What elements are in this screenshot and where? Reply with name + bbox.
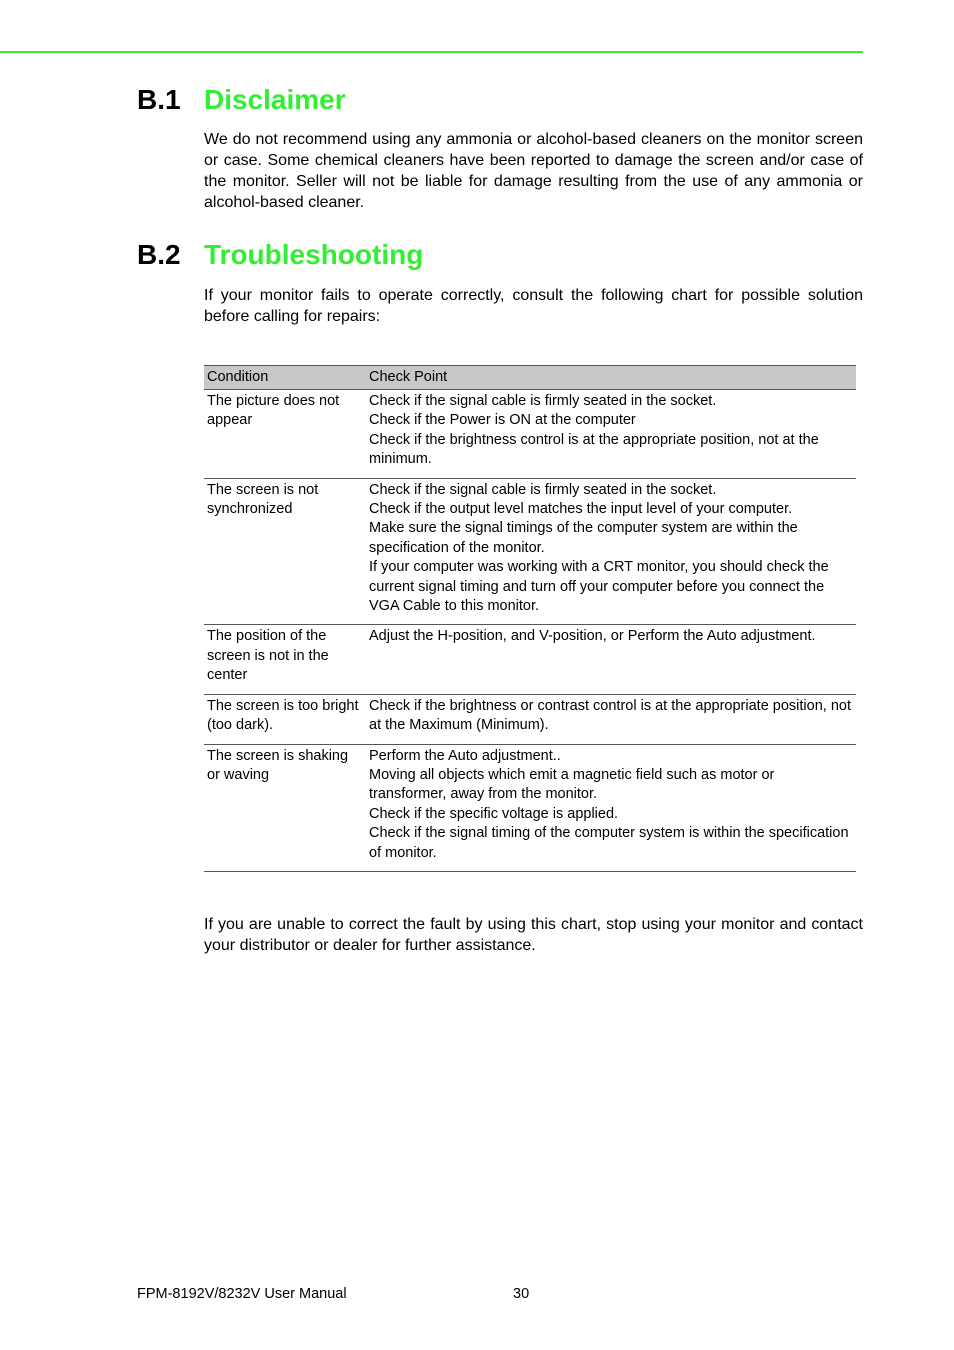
check-point-line: Perform the Auto adjustment.. — [369, 747, 561, 764]
check-point-line: Adjust the H-position, and V-position, or Perform the Auto adjustment. — [369, 628, 816, 645]
check-point-line: Check if the signal timing of the computer system is within the specification of monitor. — [369, 825, 849, 861]
troubleshooting-table — [204, 365, 856, 872]
check-point-line: Check if the brightness or contrast control is at the appropriate position, not at the Maximum (Minimum). — [369, 697, 851, 734]
table-header-row — [204, 366, 856, 390]
check-point-line: Check if the signal cable is firmly seated in the socket. — [369, 393, 717, 409]
column-header-check-point: Check Point — [363, 366, 856, 390]
check-point-cell — [363, 390, 856, 479]
footer-page-number: 30 — [513, 1286, 530, 1302]
section-number: B.2 — [137, 239, 181, 270]
condition-cell: The screen is not synchronized — [204, 478, 363, 625]
closing-paragraph: If you are unable to correct the fault by using this chart, stop using your monitor and contact your distributor or dealer for further assistance. — [204, 916, 863, 954]
table-row — [204, 694, 856, 744]
table-row — [204, 744, 856, 871]
table-row — [204, 390, 856, 479]
check-point-line: Moving all objects which emit a magnetic field such as motor or transformer, away from the monitor. — [369, 766, 775, 803]
table-row — [204, 625, 856, 694]
condition-cell: The picture does not appear — [204, 390, 363, 479]
section-title: Disclaimer — [204, 84, 346, 115]
condition-cell: The position of the screen is not in the center — [204, 625, 363, 694]
section-number: B.1 — [137, 84, 181, 115]
check-point-cell — [363, 744, 856, 871]
condition-cell: The screen is too bright (too dark). — [204, 694, 363, 744]
check-point-line: Check if the specific voltage is applied. — [369, 805, 619, 822]
check-point-line: Check if the signal cable is firmly seated in the socket. — [369, 481, 717, 498]
check-point-cell — [363, 625, 856, 694]
check-point-line: Check if the Power is ON at the computer — [369, 412, 636, 429]
top-rule — [0, 51, 863, 53]
column-header-condition: Condition — [204, 366, 363, 390]
troubleshooting-intro: If your monitor fails to operate correctly, consult the following chart for possible solution before calling for repairs: — [204, 287, 863, 325]
check-point-line: If your computer was working with a CRT monitor, you should check the current signal timing and turn off your computer before you connect the VGA Cable to this monitor. — [369, 559, 829, 615]
disclaimer-paragraph: We do not recommend using any ammonia or alcohol-based cleaners on the monitor screen or case. Some chemical cleaners have been reported to damage the screen and/or case of the monitor. Seller will not be liable for damage resulting from the use of any ammonia or alcohol-based cleaner. — [204, 131, 863, 211]
check-point-cell — [363, 478, 856, 625]
table-row — [204, 478, 856, 625]
section-title: Troubleshooting — [204, 239, 424, 270]
check-point-line: Make sure the signal timings of the computer system are within the specification of the monitor. — [369, 520, 798, 556]
check-point-cell — [363, 694, 856, 744]
table-body — [204, 390, 856, 872]
condition-cell: The screen is shaking or waving — [204, 744, 363, 871]
section-heading-disclaimer — [137, 83, 346, 117]
check-point-line: Check if the brightness control is at the appropriate position, not at the minimum. — [369, 431, 819, 468]
check-point-line: Check if the output level matches the input level of your computer. — [369, 501, 793, 518]
section-heading-troubleshooting — [137, 238, 423, 272]
footer-manual-title: FPM-8192V/8232V User Manual — [137, 1286, 347, 1302]
